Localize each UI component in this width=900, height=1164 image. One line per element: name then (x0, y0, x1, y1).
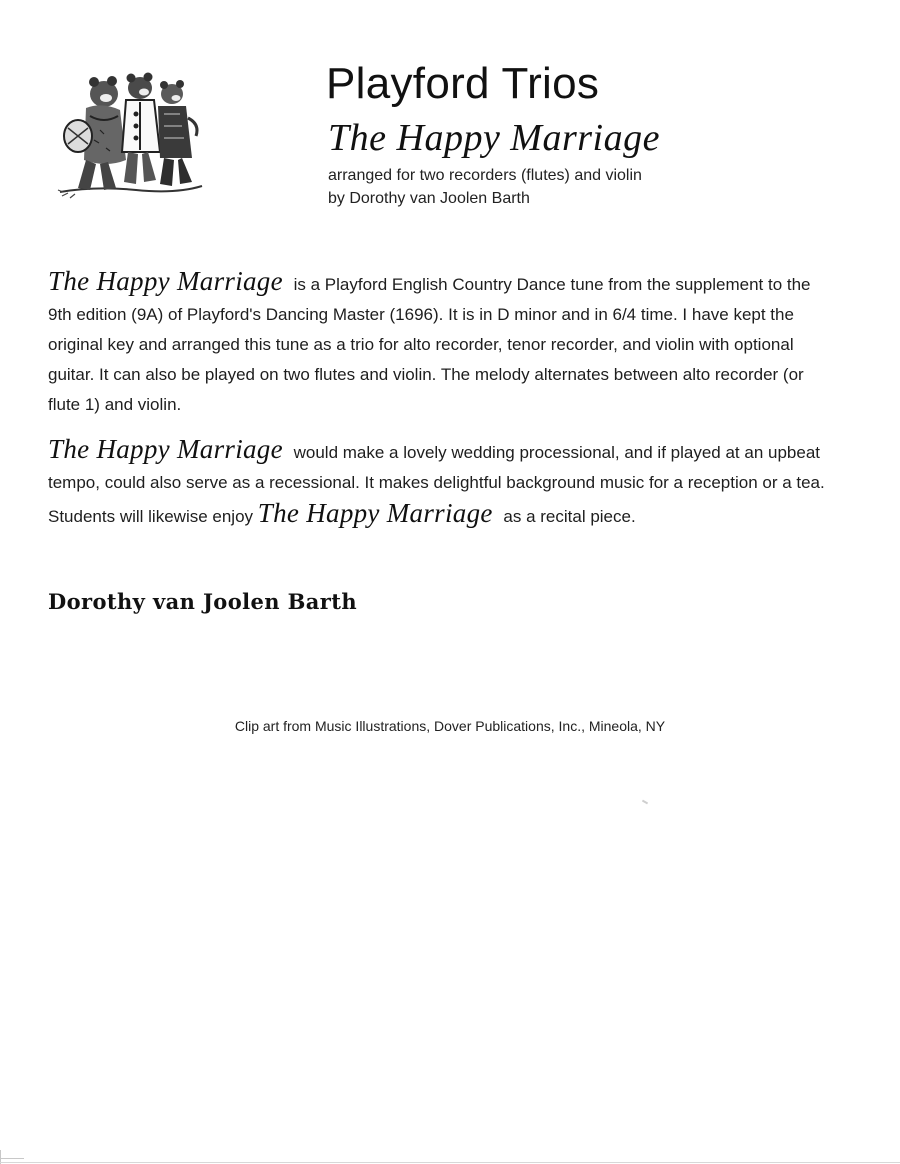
title-block (326, 58, 866, 210)
scan-speck (642, 800, 648, 805)
clip-art-credit: Clip art from Music Illustrations, Dover Publications, Inc., Mineola, NY (234, 718, 666, 734)
paragraph-2 (48, 434, 838, 532)
arrangement-line: arranged for two recorders (flutes) and violin (328, 167, 642, 184)
piece-title: The Happy Marriage (328, 117, 660, 159)
paragraph-2-text-b: as a recital piece. (503, 507, 636, 526)
series-title: Playford Trios (326, 59, 600, 108)
description-body (48, 266, 838, 546)
signature: Dorothy van Joolen Barth (48, 589, 358, 614)
paragraph-1-text: is a Playford English Country Dance tune from the supplement to the 9th edition (9A) of Playford's Dancing Master (1696). It is in D minor and in 6/4 time. I have kept the original key and arranged this tune as a trio for alto recorder, tenor recorder, and violin with optional guitar. It can also be played on two flutes and violin. The melody alternates between alto recorder (or flute 1) and violin. (48, 275, 811, 414)
page-bottom-edge (0, 1162, 900, 1163)
paragraph-2-text-a: would make a lovely wedding processional, and if played at an upbeat tempo, could also serve as a recessional. It makes delightful background music for a reception or a tea. Students will likewise enjoy (48, 443, 825, 526)
author-line: by Dorothy van Joolen Barth (328, 190, 530, 207)
paragraph-2-title: The Happy Marriage (48, 434, 283, 464)
scan-edge-mark (0, 1158, 24, 1159)
paragraph-1 (48, 266, 838, 420)
paragraph-1-title: The Happy Marriage (48, 266, 283, 296)
paragraph-2-inline-title: The Happy Marriage (257, 498, 493, 528)
dancing-bears-clipart-icon (56, 64, 206, 204)
